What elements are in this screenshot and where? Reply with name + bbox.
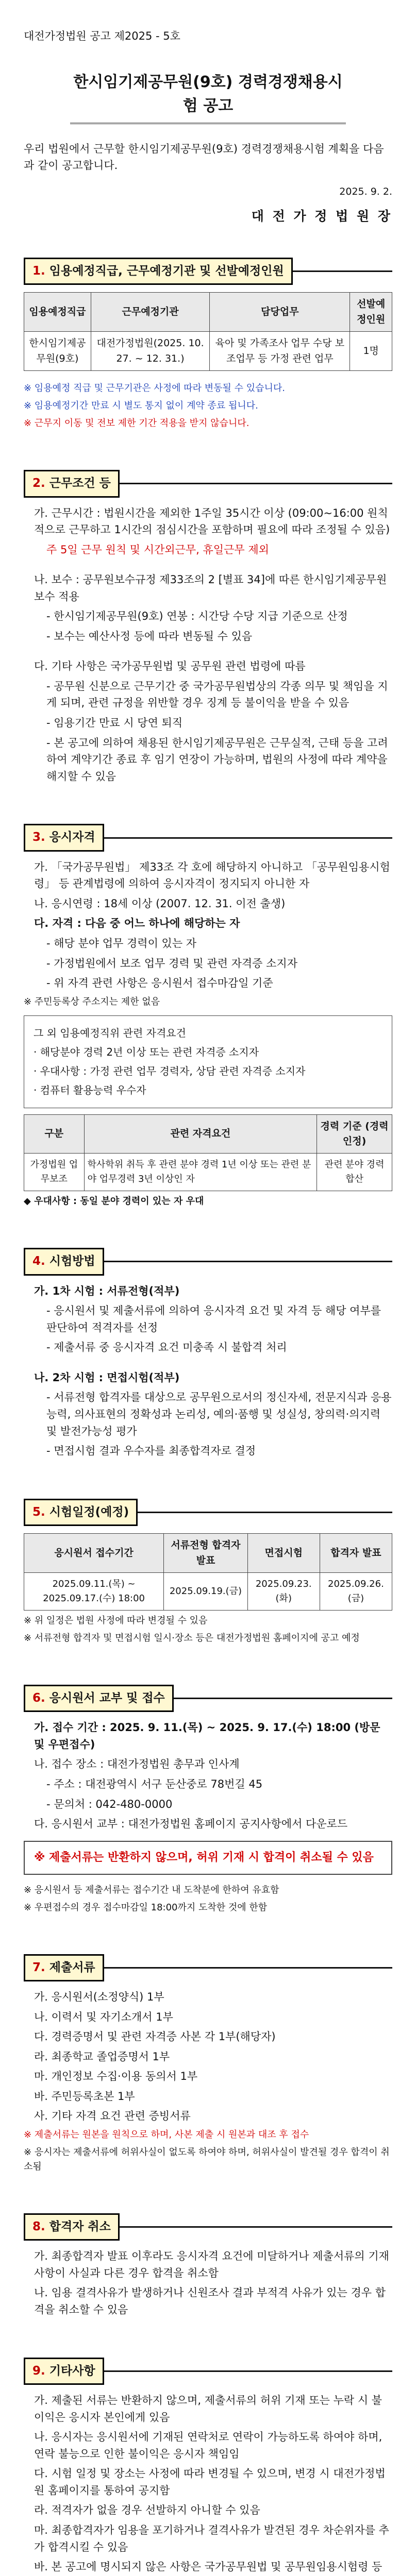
list-item: 라. 최종학교 졸업증명서 1부 [34, 2050, 170, 2063]
list-item: 가. 접수 기간 : 2025. 9. 11.(목) ~ 2025. 9. 17.(수) 18:00 (방문 및 우편접수) [34, 1721, 380, 1751]
table-cell: 육아 및 가족조사 업무 수당 보조업무 등 가정 관련 업무 [210, 332, 350, 371]
schedule-table [24, 1533, 392, 1611]
note: ※ 우편접수의 경우 접수마감일 18:00까지 도착한 것에 한함 [24, 1902, 268, 1913]
list-item: 바. 주민등록초본 1부 [34, 2090, 135, 2103]
section-5-header [24, 1499, 392, 1527]
list-item: - 본 공고에 의하여 채용된 한시임기제공무원은 근무실적, 근태 등을 고려하여 계약기간 종료 후 임기 연장이 가능하며, 법원의 사정에 따라 계약을 해지할 수 있음 [46, 736, 388, 783]
box-line: 그 외 임용예정직위 관련 자격요건 [34, 1026, 186, 1039]
eligibility-box [24, 1015, 392, 1108]
table-header: 임용예정직급 [24, 293, 91, 332]
list-item: 나. 보수 : 공무원보수규정 제33조의 2 [별표 34]에 따른 한시임기제공무원 보수 적용 [34, 573, 387, 603]
list-item: - 면접시험 결과 우수자를 최종합격자로 결정 [46, 1445, 256, 1458]
list-item: 나. 응시자는 응시원서에 기재된 연락처로 연락이 가능하도록 하여야 하며, 연락 불능으로 인한 불이익은 응시자 책임임 [34, 2431, 382, 2460]
table-header: 근무예정기관 [91, 293, 210, 332]
notice-date: 2025. 9. 2. [339, 185, 392, 197]
section-4-header [24, 1248, 392, 1276]
issuer-name: 대 전 가 정 법 원 장 [251, 209, 392, 224]
list-item: 가. 제출된 서류는 반환하지 않으며, 제출서류의 허위 기재 또는 누락 시 불이익은 응시자 본인에게 있음 [34, 2394, 382, 2424]
list-item: 주 5일 근무 원칙 및 시간외근무, 휴일근무 제외 [46, 543, 269, 556]
list-item: 다. 자격 : 다음 중 어느 하나에 해당하는 자 [34, 917, 240, 930]
table-cell: 2025.09.11.(목) ~ 2025.09.17.(수) 18:00 [24, 1573, 164, 1611]
table-cell: 2025.09.19.(금) [164, 1573, 247, 1611]
note: ※ 응시자는 제출서류에 허위사실이 없도록 하여야 하며, 허위사실이 발견될 경우 합격이 취소됨 [24, 2146, 390, 2172]
note: ※ 근무지 이동 및 전보 제한 기간 적용을 받지 않습니다. [24, 418, 249, 429]
note: ※ 제출서류는 원본을 원칙으로 하며, 사본 제출 시 원본과 대조 후 접수 [24, 2129, 309, 2140]
list-item: 나. 접수 장소 : 대전가정법원 총무과 인사계 [34, 1758, 240, 1771]
list-item: 가. 1차 시험 : 서류전형(적부) [34, 1284, 180, 1297]
list-item: 마. 개인정보 수집·이용 동의서 1부 [34, 2070, 198, 2083]
page-title: 한시임기제공무원(9호) 경력경쟁채용시험 공고 [70, 71, 346, 124]
list-item: 다. 응시원서 교부 : 대전가정법원 홈페이지 공지사항에서 다운로드 [34, 1818, 348, 1831]
section-divider [120, 2226, 392, 2228]
box-line: · 컴퓨터 활용능력 우수자 [34, 1083, 146, 1096]
list-item: - 한시임기제공무원(9호) 연봉 : 시간당 수당 지급 기준으로 산정 [46, 610, 348, 623]
list-item: - 주소 : 대전광역시 서구 둔산중로 78번길 45 [46, 1778, 263, 1791]
notice-number: 대전가정법원 공고 제2025 - 5호 [24, 30, 180, 42]
section-divider [104, 837, 392, 839]
list-item: 바. 본 공고에 명시되지 않은 사항은 국가공무원법 및 공무원임용시험령 등 [34, 2561, 382, 2573]
section-7-title: 7. 제출서류 [24, 1954, 104, 1982]
section-divider [104, 2370, 392, 2372]
list-item: - 제출서류 중 응시자격 요건 미충족 시 불합격 처리 [46, 1341, 287, 1354]
list-item: 다. 기타 사항은 국가공무원법 및 공무원 관련 법령에 따름 [34, 660, 306, 673]
table-header: 구분 [24, 1114, 85, 1154]
list-item: - 서류전형 합격자를 대상으로 공무원으로서의 정신자세, 전문지식과 응용능력, 의사표현의 정확성과 논리성, 예의·품행 및 성실성, 창의력·의지력 및 발전가능성 평가 [46, 1391, 392, 1437]
table-header: 서류전형 합격자 발표 [164, 1534, 247, 1573]
list-item: - 문의처 : 042-480-0000 [46, 1798, 173, 1810]
section-2-title: 2. 근무조건 등 [24, 470, 120, 498]
table-cell: 2025.09.26.(금) [320, 1573, 392, 1611]
section-6-header [24, 1685, 392, 1713]
list-item: 가. 「국가공무원법」 제33조 각 호에 해당하지 아니하고 「공무원임용시험령」 등 관계법령에 의하여 응시자격이 정지되지 아니한 자 [34, 860, 390, 890]
section-2-header [24, 470, 392, 498]
box-line: · 해당분야 경력 2년 이상 또는 관련 자격증 소지자 [34, 1045, 259, 1058]
note: ※ 응시원서 등 제출서류는 접수기간 내 도착분에 한하여 유효함 [24, 1884, 279, 1895]
table-cell: 한시임기제공무원(9호) [24, 332, 91, 371]
table-header: 담당업무 [210, 293, 350, 332]
qualification-table [24, 1114, 392, 1192]
note: ※ 서류전형 합격자 및 면접시험 일시·장소 등은 대전가정법원 홈페이지에 공고 예정 [24, 1632, 360, 1643]
section-3-header [24, 824, 392, 852]
table-cell: 대전가정법원(2025. 10. 27. ~ 12. 31.) [91, 332, 210, 371]
list-item: 마. 최종합격자가 임용을 포기하거나 결격사유가 발견된 경우 차순위자를 추가 합격시킬 수 있음 [34, 2523, 389, 2553]
note: ※ 위 일정은 법원 사정에 따라 변경될 수 있음 [24, 1615, 208, 1626]
section-8-title: 8. 합격자 취소 [24, 2213, 120, 2241]
section-divider [293, 270, 392, 272]
list-item: - 위 자격 관련 사항은 응시원서 접수마감일 기준 [46, 977, 273, 990]
list-item: 사. 기타 자격 요건 관련 증빙서류 [34, 2110, 191, 2123]
intro-text: 우리 법원에서 근무할 한시임기제공무원(9호) 경력경쟁채용시험 계획을 다음과 같이 공고합니다. [24, 142, 384, 172]
section-7-header [24, 1954, 392, 1982]
table-header: 관련 자격요건 [84, 1114, 317, 1154]
table-header: 면접시험 [247, 1534, 320, 1573]
list-item: - 임용기간 만료 시 당연 퇴직 [46, 717, 183, 729]
table-header: 경력 기준 (경력 인정) [317, 1114, 392, 1154]
list-item: - 공무원 신분으로 근무기간 중 국가공무원법상의 각종 의무 및 책임을 지게 되며, 관련 규정을 위반할 경우 징계 등 불이익을 받을 수 있음 [46, 680, 388, 709]
note: ※ 주민등록상 주소지는 제한 없음 [24, 996, 160, 1007]
section-9-title: 9. 기타사항 [24, 2358, 104, 2385]
list-item: 라. 적격자가 없을 경우 선발하지 아니할 수 있음 [34, 2504, 260, 2517]
table-header: 응시원서 접수기간 [24, 1534, 164, 1573]
table-header: 선발예정인원 [350, 293, 392, 332]
section-divider [104, 1261, 392, 1262]
section-1-title: 1. 임용예정직급, 근무예정기관 및 선발예정인원 [24, 258, 293, 285]
table-cell: 가정법원 업무보조 [24, 1154, 85, 1191]
list-item: - 가정법원에서 보조 업무 경력 및 관련 자격증 소지자 [46, 957, 297, 970]
box-line: · 우대사항 : 가정 관련 업무 경력자, 상담 관련 자격증 소지자 [34, 1064, 306, 1077]
list-item: - 보수는 예산사정 등에 따라 변동될 수 있음 [46, 630, 253, 642]
list-item: 다. 시험 일정 및 장소는 사정에 따라 변경될 수 있으며, 변경 시 대전가정법원 홈페이지를 통하여 공지함 [34, 2467, 386, 2497]
list-item: 나. 응시연령 : 18세 이상 (2007. 12. 31. 이전 출생) [34, 897, 286, 910]
table-cell: 2025.09.23.(화) [247, 1573, 320, 1611]
list-item: - 응시원서 및 제출서류에 의하여 응시자격 요건 및 자격 등 해당 여부를 판단하여 적격자를 선정 [46, 1304, 381, 1334]
list-item: 가. 응시원서(소정양식) 1부 [34, 1991, 164, 2004]
table-cell: 학사학위 취득 후 관련 분야 경력 1년 이상 또는 관련 분야 업무경력 3년 이상인 자 [84, 1154, 317, 1191]
warning-box: ※ 제출서류는 반환하지 않으며, 허위 기재 시 합격이 취소될 수 있음 [24, 1841, 392, 1875]
list-item: 가. 근무시간 : 법원시간을 제외한 1주일 35시간 이상 (09:00~16:00 원칙적으로 근무하고 1시간의 점심시간을 포함하며 필요에 따라 조정될 수 있음) [34, 506, 390, 536]
list-item: 다. 경력증명서 및 관련 자격증 사본 각 1부(해당자) [34, 2030, 276, 2043]
section-8-header [24, 2213, 392, 2241]
section-divider [174, 1698, 392, 1699]
list-item: 가. 최종합격자 발표 이후라도 응시자격 요건에 미달하거나 제출서류의 기재사항이 사실과 다른 경우 합격을 취소함 [34, 2250, 389, 2279]
list-item: 나. 임용 결격사유가 발생하거나 신원조사 결과 부적격 사유가 있는 경우 합격을 취소할 수 있음 [34, 2286, 386, 2316]
section-divider [104, 1967, 392, 1969]
section-1-header [24, 258, 392, 285]
list-item: - 해당 분야 업무 경력이 있는 자 [46, 937, 197, 950]
section-4-title: 4. 시험방법 [24, 1248, 104, 1276]
section-divider [120, 483, 392, 484]
note: ◆ 우대사항 : 동일 분야 경력이 있는 자 우대 [24, 1196, 204, 1207]
section-divider [138, 1512, 392, 1513]
section-9-header [24, 2358, 392, 2385]
section-3-title: 3. 응시자격 [24, 824, 104, 852]
note: ※ 임용예정기간 만료 시 별도 통지 없이 계약 종료 됩니다. [24, 400, 258, 412]
section-6-title: 6. 응시원서 교부 및 접수 [24, 1685, 174, 1713]
list-item: 나. 이력서 및 자기소개서 1부 [34, 2010, 173, 2023]
table-cell: 관련 분야 경력 합산 [317, 1154, 392, 1191]
note: ※ 임용예정 직급 및 근무기관은 사정에 따라 변동될 수 있습니다. [24, 383, 285, 394]
list-item: 나. 2차 시험 : 면접시험(적부) [34, 1371, 180, 1384]
table-header: 합격자 발표 [320, 1534, 392, 1573]
position-table [24, 292, 392, 371]
table-cell: 1명 [350, 332, 392, 371]
section-5-title: 5. 시험일정(예정) [24, 1499, 138, 1527]
